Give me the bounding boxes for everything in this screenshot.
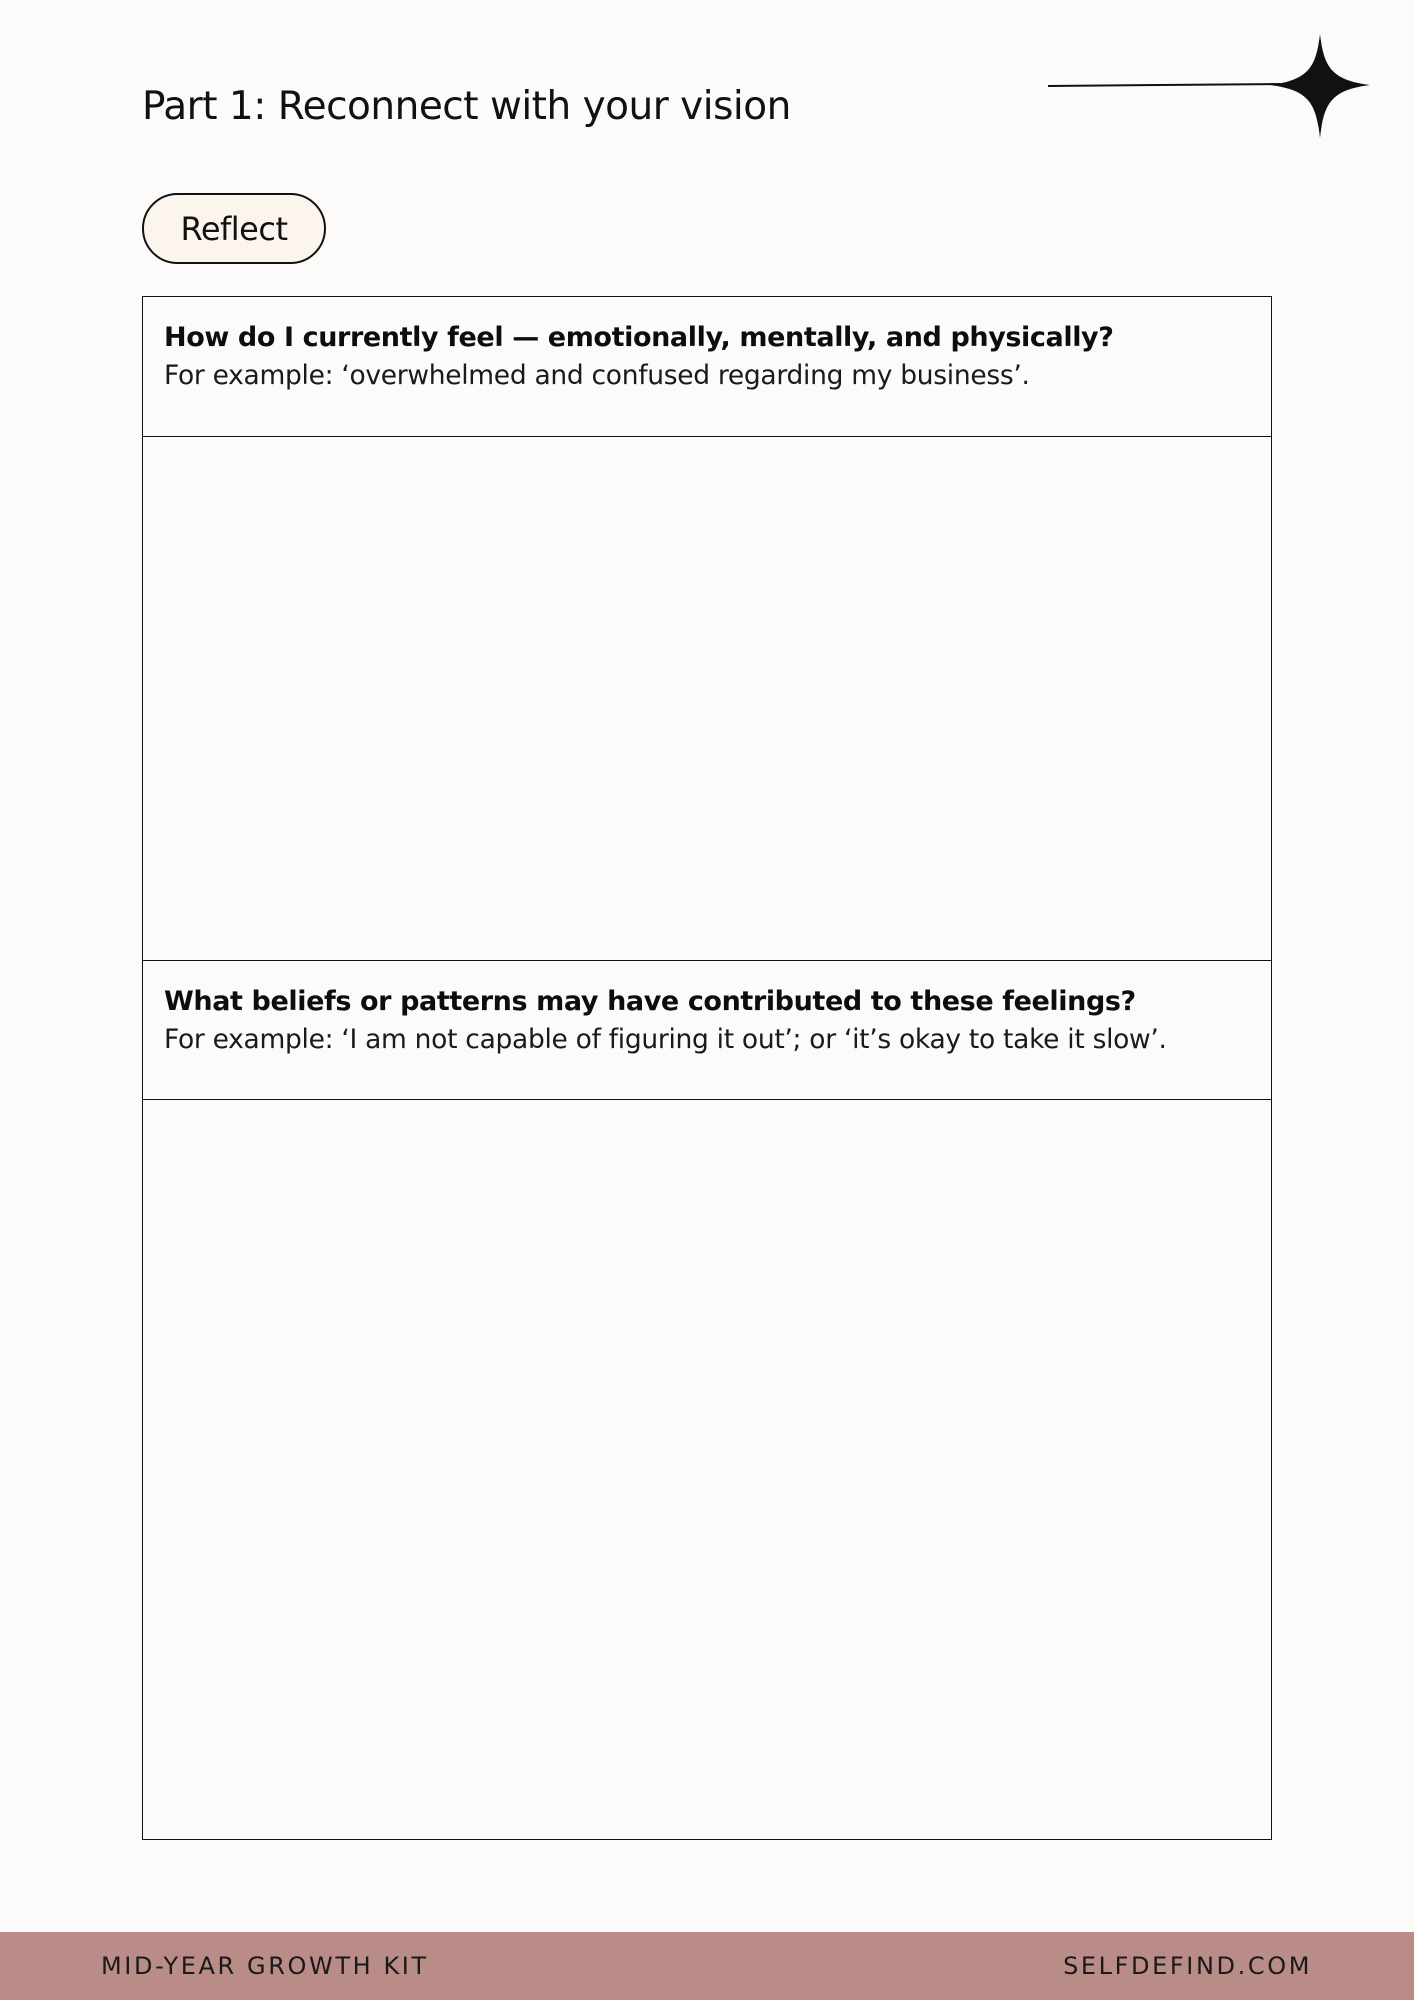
question-1-example: For example: ‘overwhelmed and confused regarding my business’. bbox=[164, 360, 1030, 391]
footer-kit-title: MID-YEAR GROWTH KIT bbox=[101, 1952, 429, 1980]
answer-area-1[interactable] bbox=[143, 437, 1271, 960]
question-2-example: For example: ‘I am not capable of figuring it out’; or ‘it’s okay to take it slow’. bbox=[164, 1024, 1167, 1055]
question-1-header bbox=[143, 297, 1271, 437]
question-2-header bbox=[143, 960, 1271, 1100]
worksheet-table bbox=[142, 296, 1272, 1840]
sparkle-star-icon bbox=[1040, 28, 1380, 144]
question-1-title: How do I currently feel — emotionally, mentally, and physically? bbox=[164, 322, 1114, 353]
footer-band bbox=[0, 1932, 1414, 2000]
reflect-tag: Reflect bbox=[142, 193, 326, 264]
answer-area-2[interactable] bbox=[143, 1100, 1271, 1839]
page-title: Part 1: Reconnect with your vision bbox=[142, 84, 791, 129]
footer-website: SELFDEFIND.COM bbox=[1063, 1952, 1312, 1980]
question-2-title: What beliefs or patterns may have contributed to these feelings? bbox=[164, 986, 1136, 1017]
